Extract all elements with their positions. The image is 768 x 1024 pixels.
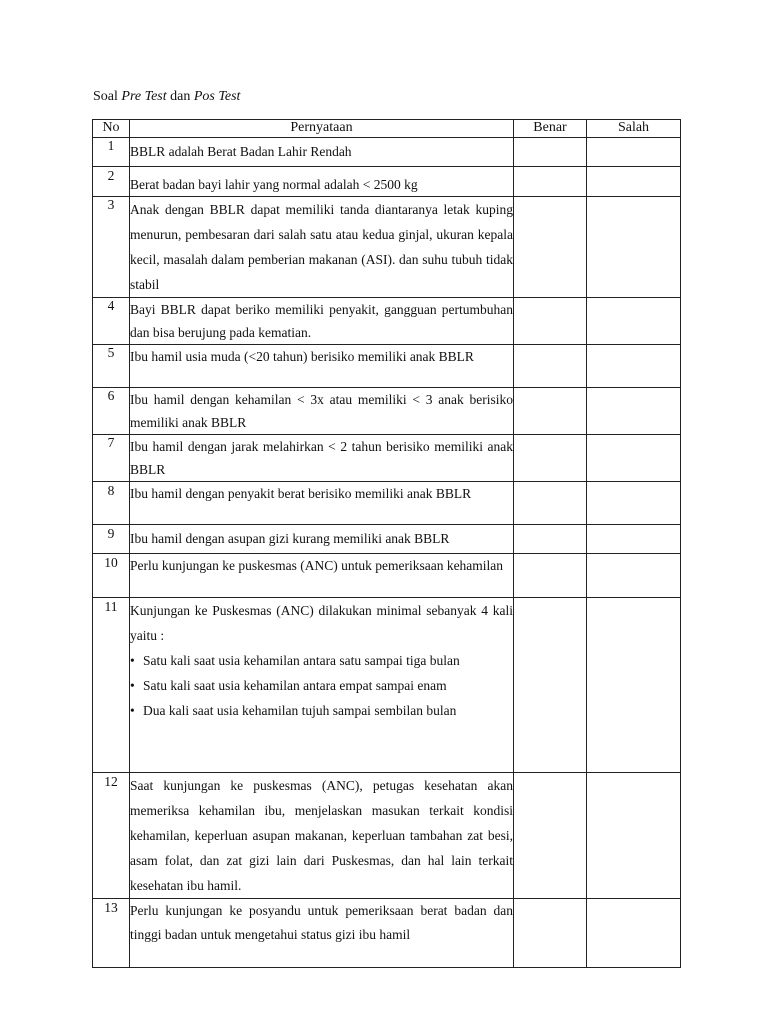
true-answer-cell[interactable] bbox=[514, 899, 587, 968]
table-row bbox=[93, 435, 681, 482]
statement-text: Bayi BBLR dapat beriko memiliki penyakit, gangguan pertumbuhan dan bisa berujung pada kematian. bbox=[130, 298, 514, 345]
table-header-row bbox=[93, 120, 681, 138]
true-answer-cell[interactable] bbox=[514, 197, 587, 298]
title-pos-test: Pos Test bbox=[193, 89, 241, 104]
true-answer-cell[interactable] bbox=[514, 138, 587, 167]
true-answer-cell[interactable] bbox=[514, 298, 587, 345]
false-answer-cell[interactable] bbox=[587, 345, 681, 388]
table-row bbox=[93, 899, 681, 968]
row-number: 7 bbox=[93, 435, 130, 482]
statement-text: Anak dengan BBLR dapat memiliki tanda diantaranya letak kuping menurun, pembesaran dari salah satu atau kedua ginjal, ukuran kepala kecil, masalah dalam pemberian makanan (ASI). dan suhu tubuh tidak stabil bbox=[130, 197, 514, 298]
false-answer-cell[interactable] bbox=[587, 482, 681, 525]
table-row bbox=[93, 525, 681, 554]
statement-text: Perlu kunjungan ke puskesmas (ANC) untuk pemeriksaan kehamilan bbox=[130, 554, 514, 598]
false-answer-cell[interactable] bbox=[587, 298, 681, 345]
statement-text: Saat kunjungan ke puskesmas (ANC), petugas kesehatan akan memeriksa kehamilan ibu, menjelaskan masukan terkait kondisi kehamilan, keperluan asupan makanan, keperluan tambahan zat besi, asam folat, dan zat gizi lain dari Puskesmas, dan hal lain terkait kesehatan ibu hamil. bbox=[130, 773, 514, 899]
true-answer-cell[interactable] bbox=[514, 167, 587, 197]
visit-schedule-list bbox=[130, 648, 513, 723]
table-row bbox=[93, 554, 681, 598]
statement-text: BBLR adalah Berat Badan Lahir Rendah bbox=[130, 138, 514, 167]
row-number: 8 bbox=[93, 482, 130, 525]
true-answer-cell[interactable] bbox=[514, 598, 587, 773]
title-prefix: Soal bbox=[93, 89, 122, 104]
true-answer-cell[interactable] bbox=[514, 388, 587, 435]
row-number: 3 bbox=[93, 197, 130, 298]
false-answer-cell[interactable] bbox=[587, 598, 681, 773]
header-true: Benar bbox=[514, 120, 587, 138]
true-answer-cell[interactable] bbox=[514, 773, 587, 899]
header-statement: Pernyataan bbox=[130, 120, 514, 138]
list-item: • Satu kali saat usia kehamilan antara satu sampai tiga bulan bbox=[130, 648, 513, 673]
list-item: • Dua kali saat usia kehamilan tujuh sampai sembilan bulan bbox=[130, 698, 513, 723]
table-row bbox=[93, 167, 681, 197]
false-answer-cell[interactable] bbox=[587, 197, 681, 298]
table-row bbox=[93, 388, 681, 435]
statement-text: Perlu kunjungan ke posyandu untuk pemeriksaan berat badan dan tinggi badan untuk mengetahui status gizi ibu hamil bbox=[130, 899, 514, 968]
table-row bbox=[93, 197, 681, 298]
statement-text: Ibu hamil dengan penyakit berat berisiko memiliki anak BBLR bbox=[130, 482, 514, 525]
true-answer-cell[interactable] bbox=[514, 435, 587, 482]
false-answer-cell[interactable] bbox=[587, 167, 681, 197]
table-row bbox=[93, 482, 681, 525]
table-row bbox=[93, 298, 681, 345]
row-number: 1 bbox=[93, 138, 130, 167]
row-number: 11 bbox=[93, 598, 130, 773]
row-number: 4 bbox=[93, 298, 130, 345]
statement-cell bbox=[130, 598, 514, 773]
list-item: • Satu kali saat usia kehamilan antara empat sampai enam bbox=[130, 673, 513, 698]
true-answer-cell[interactable] bbox=[514, 554, 587, 598]
row-number: 10 bbox=[93, 554, 130, 598]
statement-text: Kunjungan ke Puskesmas (ANC) dilakukan minimal sebanyak 4 kali yaitu : bbox=[130, 603, 513, 643]
table-row bbox=[93, 345, 681, 388]
false-answer-cell[interactable] bbox=[587, 435, 681, 482]
true-answer-cell[interactable] bbox=[514, 345, 587, 388]
false-answer-cell[interactable] bbox=[587, 525, 681, 554]
row-number: 12 bbox=[93, 773, 130, 899]
row-number: 2 bbox=[93, 167, 130, 197]
table-row bbox=[93, 598, 681, 773]
statement-text: Ibu hamil dengan asupan gizi kurang memiliki anak BBLR bbox=[130, 525, 514, 554]
false-answer-cell[interactable] bbox=[587, 138, 681, 167]
title-pre-test: Pre Test bbox=[121, 89, 167, 104]
statement-table bbox=[92, 119, 681, 968]
document-title bbox=[93, 89, 240, 105]
false-answer-cell[interactable] bbox=[587, 388, 681, 435]
header-no: No bbox=[93, 120, 130, 138]
false-answer-cell[interactable] bbox=[587, 773, 681, 899]
row-number: 13 bbox=[93, 899, 130, 968]
header-false: Salah bbox=[587, 120, 681, 138]
true-answer-cell[interactable] bbox=[514, 482, 587, 525]
statement-text: Ibu hamil usia muda (<20 tahun) berisiko memiliki anak BBLR bbox=[130, 345, 514, 388]
table-row bbox=[93, 773, 681, 899]
statement-text: Ibu hamil dengan kehamilan < 3x atau memiliki < 3 anak berisiko memiliki anak BBLR bbox=[130, 388, 514, 435]
false-answer-cell[interactable] bbox=[587, 554, 681, 598]
statement-text: Berat badan bayi lahir yang normal adalah < 2500 kg bbox=[130, 167, 514, 197]
table-row bbox=[93, 138, 681, 167]
true-answer-cell[interactable] bbox=[514, 525, 587, 554]
title-conjunction: dan bbox=[166, 89, 194, 104]
row-number: 5 bbox=[93, 345, 130, 388]
row-number: 9 bbox=[93, 525, 130, 554]
false-answer-cell[interactable] bbox=[587, 899, 681, 968]
statement-text: Ibu hamil dengan jarak melahirkan < 2 tahun berisiko memiliki anak BBLR bbox=[130, 435, 514, 482]
row-number: 6 bbox=[93, 388, 130, 435]
